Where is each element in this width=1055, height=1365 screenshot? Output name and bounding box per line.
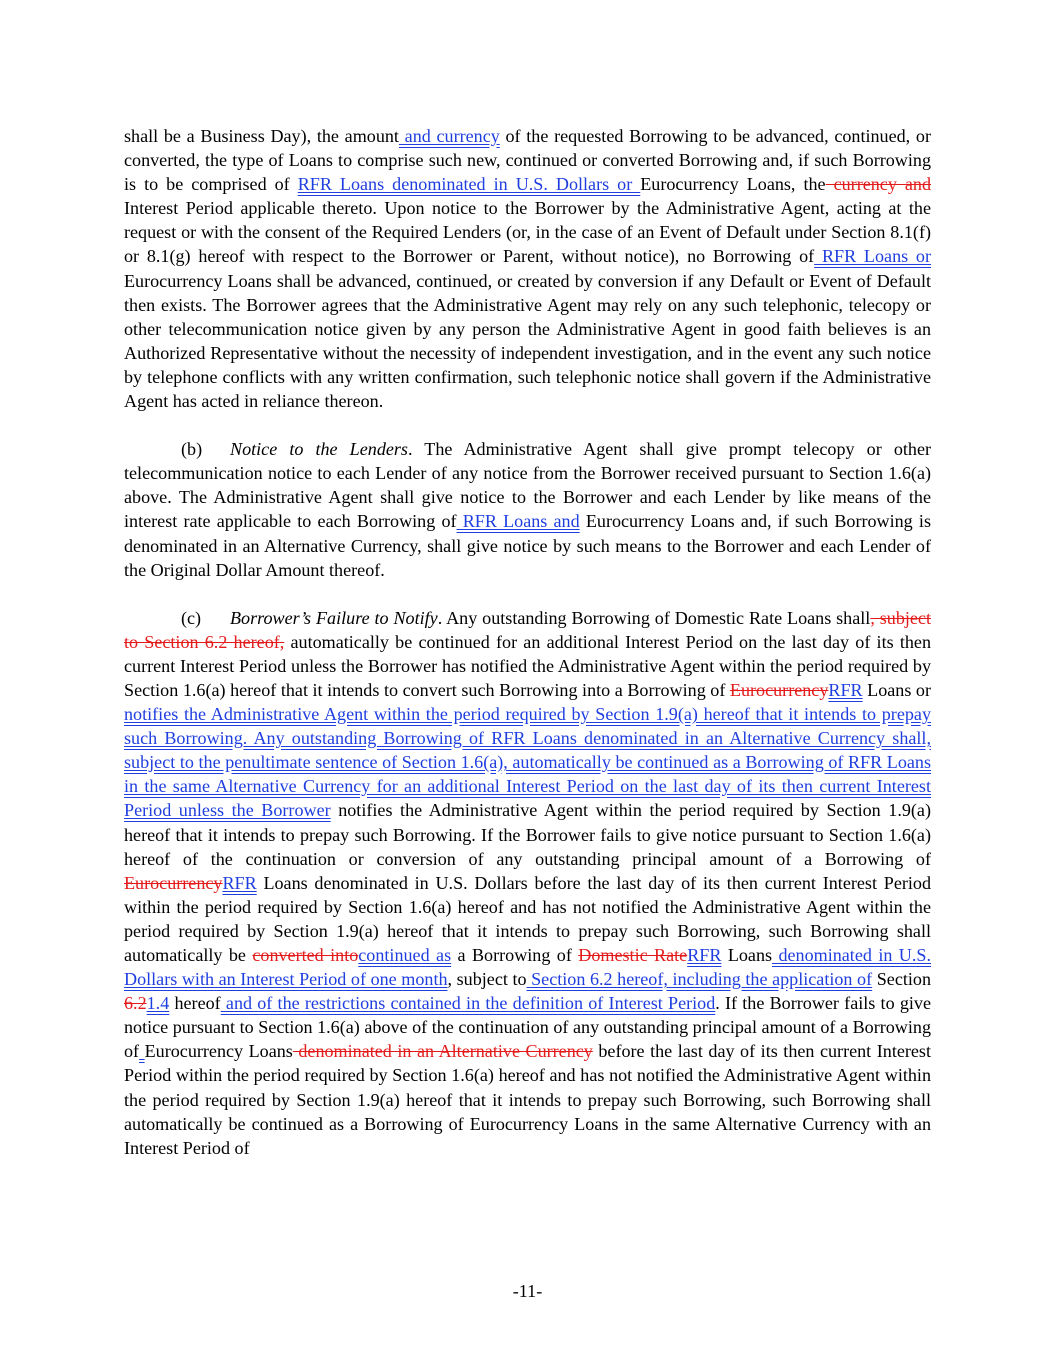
deleted-text: converted into <box>252 945 359 965</box>
body-text: notifies the Administrative Agent within the period required by Section 1.9(a) hereof that it intends to prepay such Borrowing. If the Borrower fails to give notice pursuant to Section 1.6(a) hereof of the continuation or conversion of any outstanding principal amount of a Borrowing of <box>124 800 931 869</box>
body-text: before the last day of its then current Interest Period within the period required by Section 1.6(a) hereof and has not notified the Administrative Agent within the period required by Section 1.9(a) hereof that it intends to prepay such Borrowing, such Borrowing shall automatically be continued as a Borrowing of Eurocurrency Loans in the same Alternative Currency with an Interest Period of <box>124 1041 931 1158</box>
subsection-label: (c) <box>181 607 202 628</box>
body-text: Eurocurrency Loans <box>144 1041 293 1062</box>
body-text: of the requested Borrowing to be advanced, continued, or converted, the type of Loans to comprise such new, continued or converted Borrowing and, if such Borrowing is to be comprised of <box>124 126 931 195</box>
body-text: . If the Borrower fails to give notice pursuant to Section 1.6(a) above of the continuation of any outstanding principal amount of a Borrowing of <box>124 993 931 1062</box>
inserted-text: notifies the Administrative Agent within the period required by Section 1.9(a) hereof that it intends to prepay such Borrowing. Any outstanding Borrowing of RFR Loans denominated in an Alternative Currency shall, subject to the penultimate sentence of Section 1.6(a), automatically be continued as a Borrowing of RFR Loans in the same Alternative Currency for an additional Interest Period on the last day of its then current Interest Period unless the Borrower <box>124 704 931 821</box>
inserted-text: RFR Loans or <box>814 246 932 267</box>
body-text: Eurocurrency Loans and, if such Borrowing is denominated in an Alternative Currency, shall give notice by such means to the Borrower and each Lender of the Original Dollar Amount thereof. <box>124 511 931 580</box>
inserted-text: continued as <box>358 945 452 965</box>
body-text: , subject to <box>447 969 527 990</box>
deleted-text: 6.2 <box>124 993 147 1014</box>
page-number: -11- <box>512 1281 543 1301</box>
inserted-text: denominated in U.S. Dollars with an Interest Period of one month <box>124 945 931 990</box>
body-text: . Any outstanding Borrowing of Domestic Rate Loans shall <box>437 607 871 628</box>
paragraph-gap <box>124 582 931 606</box>
subsection-label: (b) <box>181 439 203 460</box>
paragraph-gap <box>124 413 931 437</box>
inserted-text: RFR <box>687 945 722 965</box>
inserted-text: and of the restrictions contained in the definition of Interest Period <box>220 993 716 1014</box>
body-text: Eurocurrency Loans, the <box>640 174 826 195</box>
inserted-text: RFR Loans denominated in U.S. Dollars or <box>297 174 641 195</box>
body-text: Loans or <box>862 679 931 700</box>
inserted-text: RFR <box>222 872 257 893</box>
inserted-text: 1.4 <box>146 993 170 1014</box>
body-text: Loans denominated in U.S. Dollars before the last day of its then current Interest Period within the period required by Section 1.6(a) hereof and has not notified the Administrative Agent within the period required by Section 1.9(a) hereof that it intends to prepay such Borrowing, such Borrowing shall automatically be <box>124 872 931 965</box>
body-text: Interest Period applicable thereto. Upon notice to the Borrower by the Administrative Agent, acting at the request or with the consent of the Required Lenders (or, in the case of an Event of Default under Section 8.1(f) or 8.1(g) hereof with respect to the Borrower or Parent, without notice), no Borrowing of <box>124 198 931 267</box>
body-text: Loans <box>721 945 773 965</box>
body-text: a Borrowing of <box>451 945 579 965</box>
subsection-heading: Borrower’s Failure to Notify <box>230 607 438 628</box>
deleted-text: Domestic Rate <box>578 945 688 965</box>
paragraph-b-notice-to-lenders <box>124 437 931 582</box>
deleted-text: denominated in an Alternative Currency <box>292 1041 593 1062</box>
body-text: shall be a Business Day), the amount <box>124 126 399 146</box>
body-text: hereof <box>169 993 221 1014</box>
deleted-text: Eurocurrency <box>124 872 223 893</box>
document-body <box>124 124 931 1160</box>
paragraph-c-borrowers-failure-to-notify <box>124 606 931 1160</box>
deleted-text: currency and <box>825 174 932 195</box>
deleted-text: , subject to Section 6.2 hereof, <box>124 607 931 652</box>
inserted-text: and currency <box>398 126 500 146</box>
inserted-text: RFR Loans and <box>456 511 580 532</box>
body-text: Section <box>872 969 931 990</box>
paragraph-a-continued <box>124 124 931 413</box>
deleted-text: Eurocurrency <box>729 679 829 700</box>
body-text: automatically be continued for an additional Interest Period on the last day of its then current Interest Period unless the Borrower has notified the Administrative Agent within the period required by Section 1.6(a) hereof that it intends to convert such Borrowing into a Borrowing of <box>124 631 931 700</box>
inserted-text: RFR <box>828 679 863 700</box>
body-text: Eurocurrency Loans shall be advanced, continued, or created by conversion if any Default or Event of Default then exists. The Borrower agrees that the Administrative Agent may rely on any such telephonic, telecopy or other telecommunication notice given by any person the Administrative Agent in good faith believes is an Authorized Representative without the necessity of independent investigation, and in the event any such notice by telephone conflicts with any written confirmation, such telephonic notice shall govern if the Administrative Agent has acted in reliance thereon. <box>124 270 931 412</box>
body-text: . The Administrative Agent shall give prompt telecopy or other telecommunication notice to each Lender of any notice from the Borrower received pursuant to Section 1.6(a) above. The Administrative Agent shall give notice to the Borrower and each Lender by like means of the interest rate applicable to each Borrowing of <box>124 439 932 532</box>
subsection-heading: Notice to the Lenders <box>230 439 408 460</box>
inserted-text: Section 6.2 hereof, including the application of <box>526 969 873 990</box>
